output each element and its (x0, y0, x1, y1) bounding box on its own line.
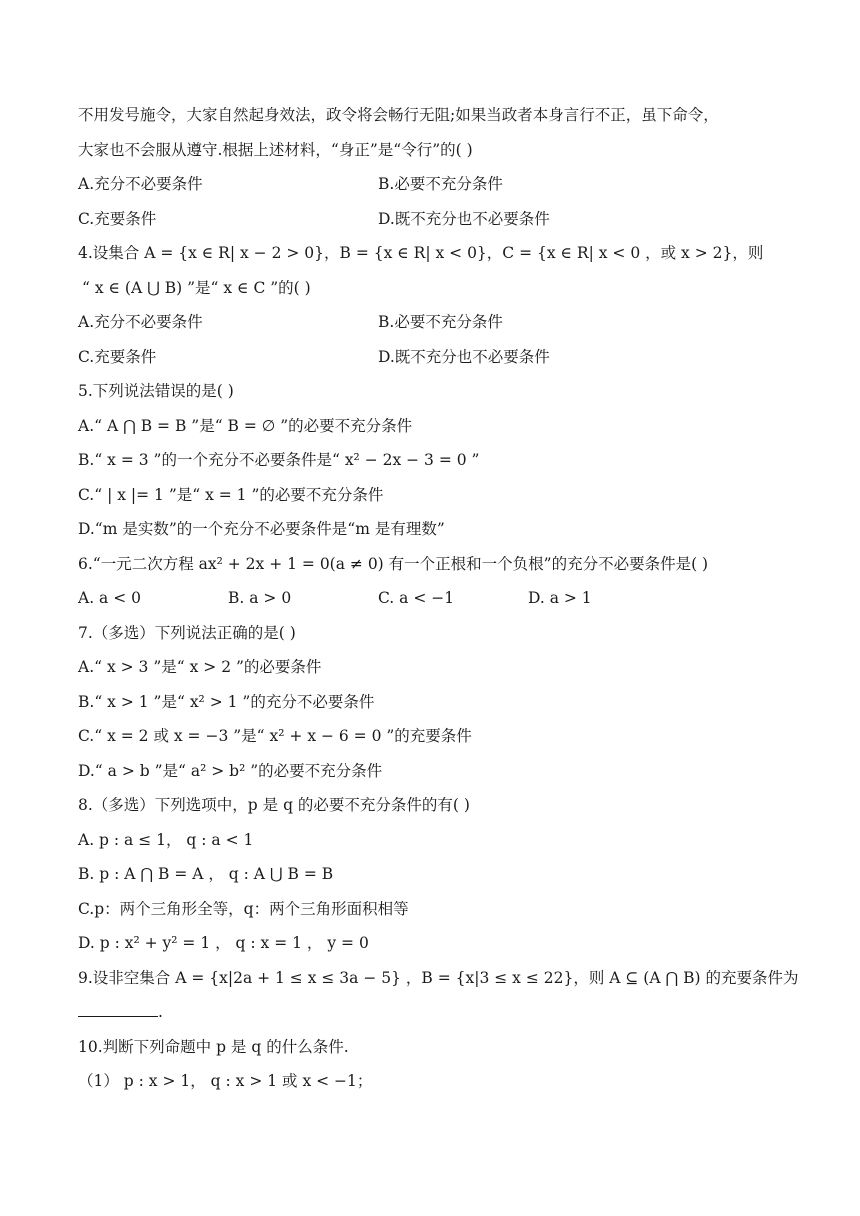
q5-stem: 5.下列说法错误的是( ) (78, 382, 234, 400)
q3-options-row-2 (78, 202, 798, 237)
q8-option-c: C.p：两个三角形全等，q：两个三角形面积相等 (78, 899, 409, 918)
q4-option-b: B.必要不充分条件 (378, 313, 503, 331)
q3-option-c: C.充要条件 (78, 209, 157, 228)
q4-options-row-2 (78, 340, 798, 375)
q7-stem: 7.（多选）下列说法正确的是( ) (78, 623, 296, 642)
q7-option-d: D.“ a > b ”是“ a² > b² ”的必要不充分条件 (78, 761, 383, 780)
q5-option-c: C.“ | x |= 1 ”是“ x = 1 ”的必要不充分条件 (78, 485, 384, 504)
q4-stem-line-2: “ x ∈ (A ⋃ B) ”是“ x ∈ C ”的( ) (82, 278, 311, 297)
q10-subquestion-1: （1） p : x > 1， q : x > 1 或 x < −1； (78, 1072, 373, 1090)
q3-option-a: A.充分不必要条件 (78, 175, 203, 193)
q10-stem: 10.判断下列命题中 p 是 q 的什么条件. (78, 1037, 349, 1056)
q4-option-a: A.充分不必要条件 (78, 313, 203, 331)
q4-stem-line-1: 4.设集合 A = {x ∈ R| x − 2 > 0}，B = {x ∈ R| x < 0}，C = {x ∈ R| x < 0 ，或 x > 2}，则 (78, 244, 764, 262)
q6-option-c: C. a < −1 (378, 589, 455, 607)
q8-stem: 8.（多选）下列选项中，p 是 q 的必要不充分条件的有( ) (78, 796, 470, 814)
q5-option-a: A.“ A ⋂ B = B ”是“ B = ∅ ”的必要不充分条件 (78, 416, 413, 435)
q6-options-row (78, 581, 798, 616)
q7-option-a: A.“ x > 3 ”是“ x > 2 ”的必要条件 (78, 658, 322, 676)
q7-option-b: B.“ x > 1 ”是“ x² > 1 ”的充分不必要条件 (78, 692, 375, 711)
q9-answer-line (78, 995, 798, 1030)
q5-option-d: D.“m 是实数”的一个充分不必要条件是“m 是有理数” (78, 520, 445, 538)
q3-option-b: B.必要不充分条件 (378, 175, 503, 193)
intro-line-1: 不用发号施令，大家自然起身效法，政令将会畅行无阻;如果当政者本身言行不正，虽下命令， (78, 106, 719, 124)
q3-options-row-1 (78, 167, 798, 202)
q6-option-a: A. a < 0 (78, 589, 141, 607)
q3-option-d: D.既不充分也不必要条件 (378, 209, 550, 228)
document-page (78, 98, 798, 1099)
q8-option-d: D. p : x² + y² = 1 ， q : x = 1 ， y = 0 (78, 934, 369, 952)
q8-option-b: B. p : A ⋂ B = A ， q : A ⋃ B = B (78, 865, 334, 883)
q8-option-a: A. p : a ≤ 1， q : a < 1 (78, 830, 254, 849)
answer-blank (78, 1002, 158, 1017)
q6-stem: 6.“一元二次方程 ax² + 2x + 1 = 0(a ≠ 0) 有一个正根和一个负根”的充分不必要条件是( ) (78, 554, 709, 573)
q9-stem: 9.设非空集合 A = {x|2a + 1 ≤ x ≤ 3a − 5} ，B = {x|3 ≤ x ≤ 22}，则 A ⊆ (A ⋂ B) 的充要条件为 (78, 968, 799, 987)
q4-options-row-1 (78, 305, 798, 340)
q5-option-b: B.“ x = 3 ”的一个充分不必要条件是“ x² − 2x − 3 = 0 ” (78, 451, 480, 469)
q6-option-b: B. a > 0 (228, 589, 292, 607)
q7-option-c: C.“ x = 2 或 x = −3 ”是“ x² + x − 6 = 0 ”的充要条件 (78, 727, 472, 745)
q9-period: . (158, 1003, 163, 1021)
q6-option-d: D. a > 1 (528, 589, 592, 607)
q4-option-c: C.充要条件 (78, 347, 157, 366)
intro-line-2: 大家也不会服从遵守.根据上述材料，“身正”是“令行”的( ) (78, 140, 473, 159)
q4-option-d: D.既不充分也不必要条件 (378, 347, 550, 366)
